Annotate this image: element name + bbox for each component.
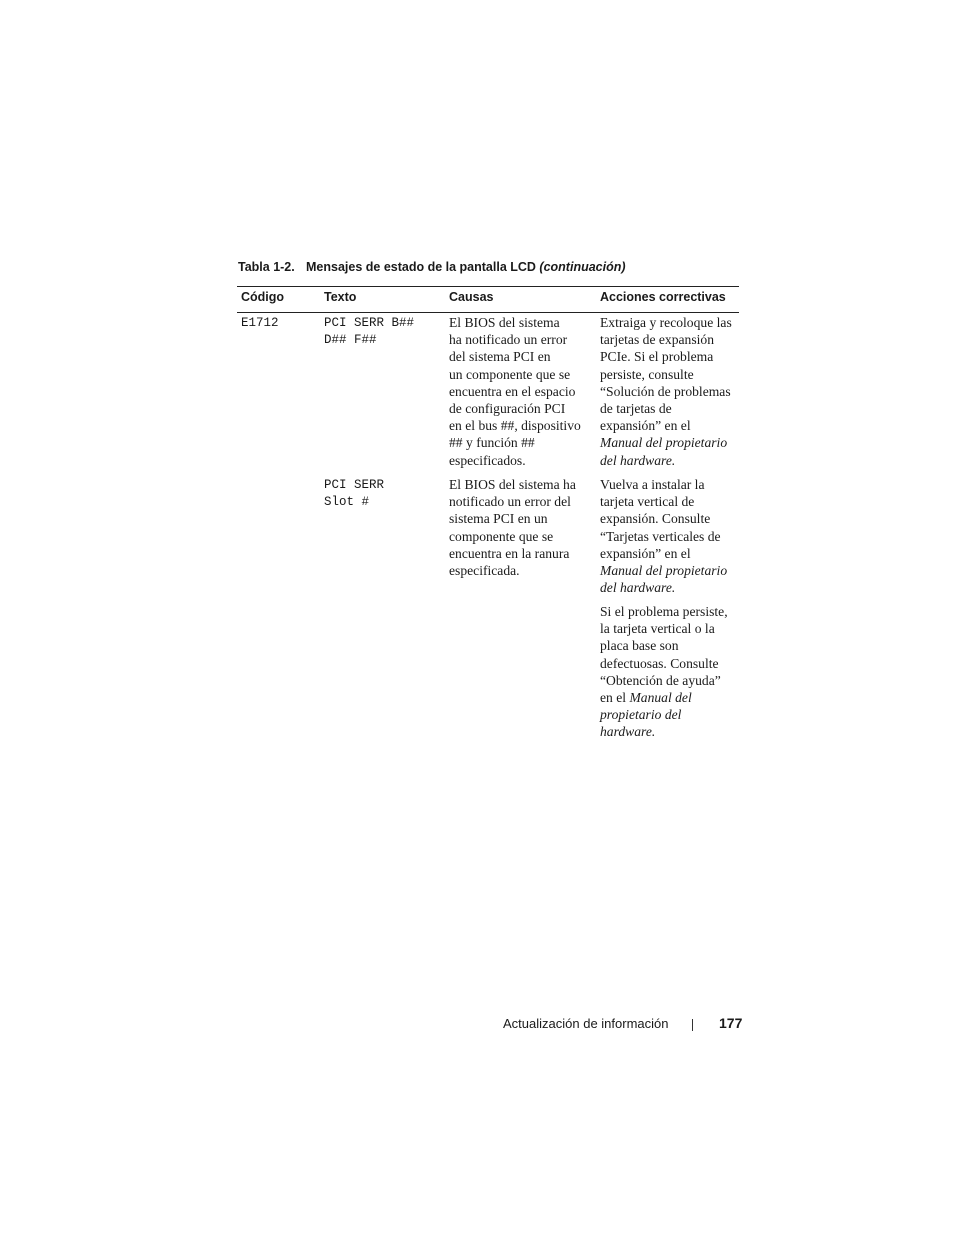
table-number: Tabla 1-2.: [238, 260, 295, 274]
row1-text: PCI SERR B## D## F##: [324, 316, 415, 348]
row1-causes: El BIOS del sistema ha notificado un error del sistema PCI en un componente que se encuentra en el espacio de configuración PCI en el bus ##, dispositivo ## y función ## especificados.: [449, 315, 581, 468]
table-top-rule: [237, 286, 739, 287]
row2-text: PCI SERR Slot #: [324, 478, 385, 510]
row2-actions: Vuelva a instalar la tarjeta vertical de expansión. Consulte “Tarjetas verticales de expansión” en el Manual del propietario del hardware.: [600, 477, 728, 596]
table-caption: [238, 260, 626, 274]
header-texto: Texto: [324, 290, 357, 304]
header-bottom-rule: [237, 312, 739, 313]
header-codigo: Código: [241, 290, 285, 304]
page-number: 177: [719, 1015, 743, 1031]
table-title: Mensajes de estado de la pantalla LCD: [306, 260, 536, 274]
row2-causes: El BIOS del sistema ha notificado un error del sistema PCI en un componente que se encuentra en la ranura especificada.: [449, 477, 576, 579]
row2-actions-followup: Si el problema persiste, la tarjeta vertical o la placa base son defectuosas. Consulte “Obtención de ayuda” en el Manual del propietario del hardware.: [600, 604, 728, 740]
header-acciones: Acciones correctivas: [600, 290, 726, 304]
footer-section-title: Actualización de información: [503, 1016, 669, 1031]
row1-actions: Extraiga y recoloque las tarjetas de expansión PCIe. Si el problema persiste, consulte “Solución de problemas de tarjetas de expansión” en el Manual del propietario del hardware.: [600, 315, 732, 468]
row1-code: E1712: [241, 316, 279, 330]
header-causas: Causas: [449, 290, 494, 304]
table-continuation: (continuación): [539, 260, 626, 274]
footer-separator: [692, 1019, 693, 1031]
